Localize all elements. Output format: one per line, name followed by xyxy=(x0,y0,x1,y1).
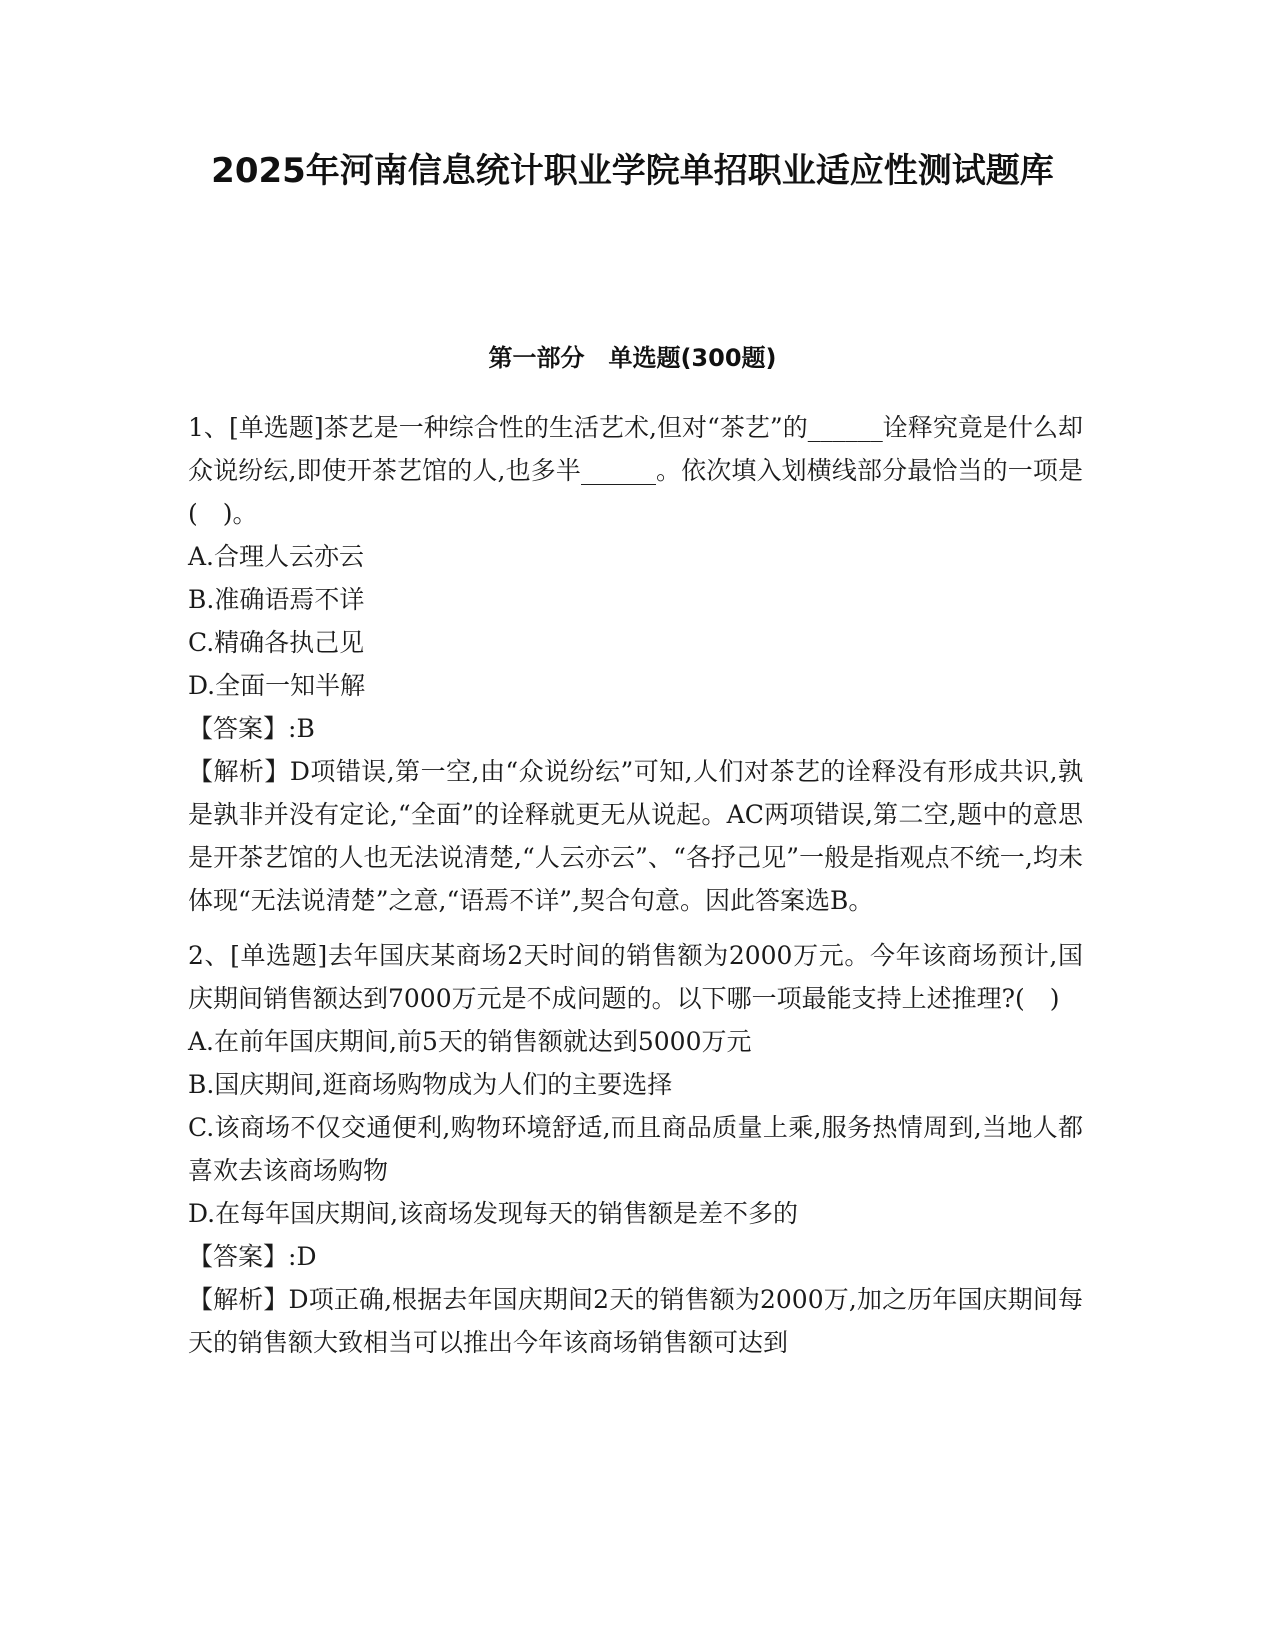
question-item xyxy=(188,934,1083,1364)
analysis-paragraph xyxy=(188,1278,1083,1364)
answer-line xyxy=(188,1235,1083,1278)
option-c: C.精确各执己见 xyxy=(188,628,365,657)
option-c: C.该商场不仅交通便利,购物环境舒适,而且商品质量上乘,服务热情周到,当地人都喜欢去该商场购物 xyxy=(188,1113,1083,1185)
option-b: B.准确语焉不详 xyxy=(188,585,365,614)
analysis-text: D项错误,第一空,由“众说纷纭”可知,人们对茶艺的诠释没有形成共识,孰是孰非并没有定论,“全面”的诠释就更无从说起。AC两项错误,第二空,题中的意思是开茶艺馆的人也无法说清楚,“人云亦云”、“各抒己见”一般是指观点不统一,均未体现“无法说清楚”之意,“语焉不详”,契合句意。因此答案选B。 xyxy=(188,757,1083,915)
analysis-text: D项正确,根据去年国庆期间2天的销售额为2000万,加之历年国庆期间每天的销售额大致相当可以推出今年该商场销售额可达到 xyxy=(188,1285,1083,1357)
question-list xyxy=(188,406,1083,1376)
question-stem: 2、[单选题]去年国庆某商场2天时间的销售额为2000万元。今年该商场预计,国庆期间销售额达到7000万元是不成问题的。以下哪一项最能支持上述推理?( ) xyxy=(188,941,1083,1013)
section-title: 第一部分 单选题(300题) xyxy=(488,344,777,372)
analysis-paragraph xyxy=(188,750,1083,922)
answer-value: B xyxy=(296,714,315,743)
answer-line xyxy=(188,707,1083,750)
option-a: A.在前年国庆期间,前5天的销售额就达到5000万元 xyxy=(188,1027,752,1056)
question-item xyxy=(188,406,1083,922)
analysis-label: 【解析】 xyxy=(188,757,290,786)
option-b: B.国庆期间,逛商场购物成为人们的主要选择 xyxy=(188,1070,673,1099)
answer-label: 【答案】: xyxy=(188,714,297,743)
document-title: 2025年河南信息统计职业学院单招职业适应性测试题库 xyxy=(211,151,1054,191)
question-stem: 1、[单选题]茶艺是一种综合性的生活艺术,但对“茶艺”的______诠释究竟是什么却众说纷纭,即使开茶艺馆的人,也多半______。依次填入划横线部分最恰当的一项是( )。 xyxy=(188,413,1083,528)
option-d: D.在每年国庆期间,该商场发现每天的销售额是差不多的 xyxy=(188,1199,799,1228)
option-d: D.全面一知半解 xyxy=(188,671,366,700)
option-a: A.合理人云亦云 xyxy=(188,542,365,571)
analysis-label: 【解析】 xyxy=(188,1285,289,1314)
answer-label: 【答案】: xyxy=(188,1242,297,1271)
answer-value: D xyxy=(296,1242,317,1271)
